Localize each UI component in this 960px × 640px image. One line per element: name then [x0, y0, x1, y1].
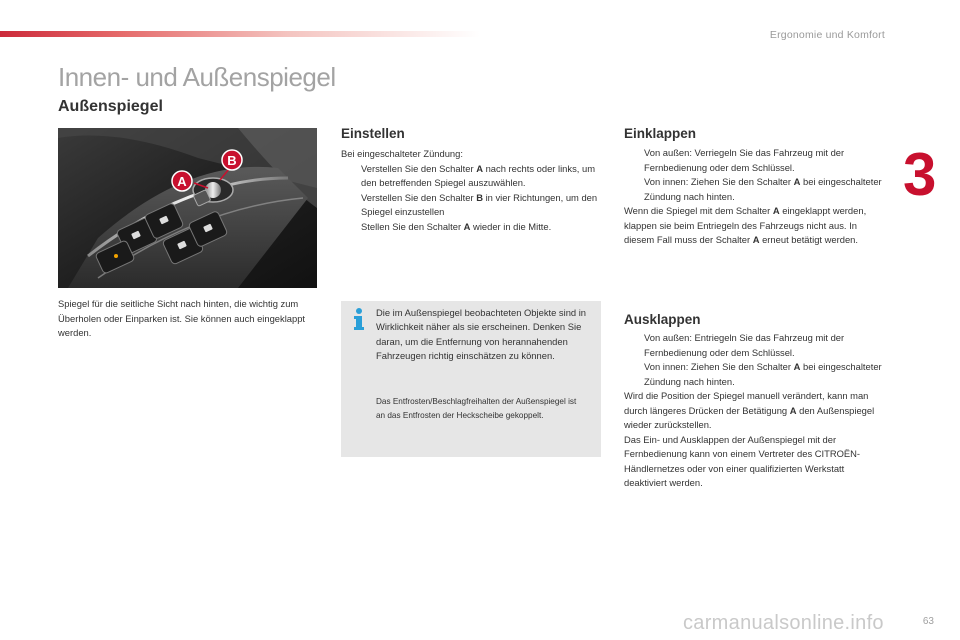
intro-text: Spiegel für die seitliche Sicht nach hinten, die wichtig zum Überholen oder Einparken ist. Sie können auch eingeklappt werden. [58, 298, 306, 338]
ausklappen-note-1: Wird die Position der Spiegel manuell verändert, kann man durch längeres Drücken der Betätigung A den Außenspiegel wieder zurückstellen. [624, 390, 875, 430]
info-sub-text: Das Entfrosten/Beschlagfreihalten der Außenspiegel ist an das Entfrosten der Heckscheibe gekoppelt. [376, 397, 577, 420]
list-item: Von außen: Verriegeln Sie das Fahrzeug mit der Fernbedienung oder dem Schlüssel. [624, 146, 886, 175]
bullet-icon [341, 162, 361, 191]
chapter-number: 3 [903, 141, 937, 208]
list-item: Von außen: Entriegeln Sie das Fahrzeug mit der Fernbedienung oder dem Schlüssel. [624, 331, 888, 360]
einklappen-text [624, 146, 886, 248]
callout-a: A [177, 174, 187, 189]
heading-einstellen: Einstellen [341, 126, 405, 141]
einstellen-text [341, 147, 603, 234]
list-item: Verstellen Sie den Schalter B in vier Richtungen, um den Spiegel einzustellen [341, 191, 603, 220]
info-main-text: Die im Außenspiegel beobachteten Objekte sind in Wirklichkeit näher als sie erscheinen. Denken Sie daran, um die Entfernung von herannahenden Fahrzeugen richtig einschätzen zu können. [376, 307, 587, 361]
bullet-icon [341, 191, 361, 220]
ausklappen-note-2: Das Ein- und Ausklappen der Außenspiegel mit der Fernbedienung kann von einem Vertreter des CITROËN-Händlernetzes oder von einer qualifizierten Werkstatt deaktiviert werden. [624, 433, 861, 488]
list-item: Von innen: Ziehen Sie den Schalter A bei eingeschalteter Zündung nach hinten. [624, 360, 888, 389]
ausklappen-text [624, 331, 888, 491]
page-title: Innen- und Außenspiegel [58, 62, 336, 92]
list-item: Verstellen Sie den Schalter A nach rechts oder links, um den betreffenden Spiegel auszuwählen. [341, 162, 603, 191]
list-item: Stellen Sie den Schalter A wieder in die Mitte. [341, 220, 603, 235]
einstellen-lead: Bei eingeschalteter Zündung: [341, 148, 463, 159]
section-header: Ergonomie und Komfort [769, 29, 885, 41]
watermark: carmanualsonline.info [683, 612, 884, 634]
list-item: Von innen: Ziehen Sie den Schalter A bei eingeschalteter Zündung nach hinten. [624, 175, 886, 204]
bullet-icon [341, 220, 361, 235]
page-subtitle: Außenspiegel [58, 98, 163, 115]
page-number: 63 [922, 616, 934, 627]
bullet-icon [624, 331, 644, 360]
callout-b: B [227, 153, 237, 168]
info-box [341, 301, 601, 457]
heading-einklappen: Einklappen [624, 126, 697, 141]
info-icon [351, 307, 367, 331]
door-switch-photo [58, 128, 317, 288]
bullet-icon [624, 175, 644, 204]
header-accent-bar [0, 31, 480, 37]
heading-ausklappen: Ausklappen [624, 312, 701, 327]
einklappen-note: Wenn die Spiegel mit dem Schalter A eingeklappt werden, klappen sie beim Entriegeln des Fahrzeugs nicht aus. In diesem Fall muss der Schalter A erneut betätigt werden. [624, 205, 867, 245]
bullet-icon [624, 360, 644, 389]
bullet-icon [624, 146, 644, 175]
